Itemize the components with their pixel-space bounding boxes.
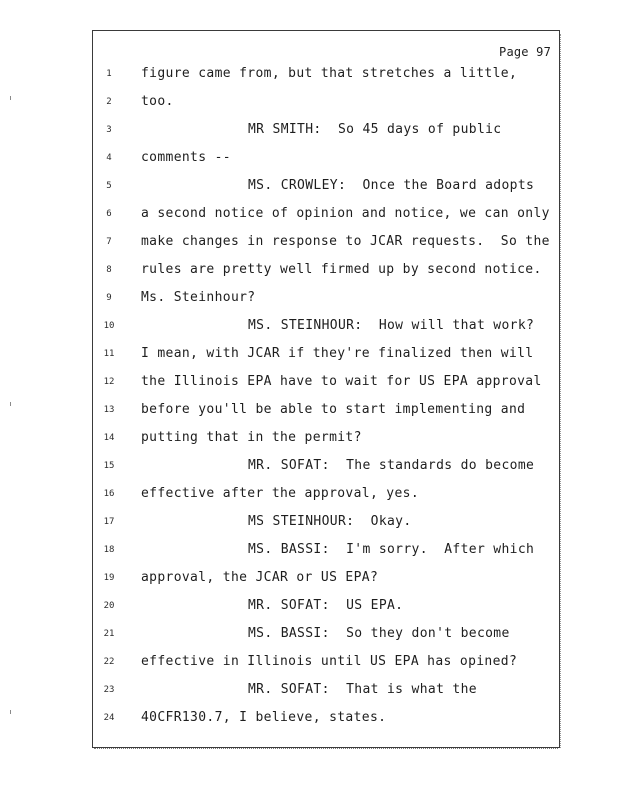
speaker-line-text: MS. BASSI: I'm sorry. After which xyxy=(248,542,535,557)
transcript-line xyxy=(93,598,559,618)
line-number: 6 xyxy=(106,209,112,219)
transcript-line xyxy=(93,66,559,86)
line-number: 24 xyxy=(103,713,115,723)
transcript-line xyxy=(93,542,559,562)
line-text: rules are pretty well firmed up by second notice. xyxy=(141,262,542,277)
line-text: effective after the approval, yes. xyxy=(141,486,420,501)
scan-mark xyxy=(10,96,11,100)
line-text: too. xyxy=(141,94,174,109)
line-text: effective in Illinois until US EPA has opined? xyxy=(141,654,518,669)
speaker-line-text: MS. CROWLEY: Once the Board adopts xyxy=(248,178,535,193)
speaker-line-text: MR SMITH: So 45 days of public xyxy=(248,122,502,137)
line-text: the Illinois EPA have to wait for US EPA approval xyxy=(141,374,542,389)
line-text: 40CFR130.7, I believe, states. xyxy=(141,710,387,725)
page-edge-right xyxy=(560,34,561,748)
speaker-line-text: MR. SOFAT: The standards do become xyxy=(248,458,535,473)
line-text: I mean, with JCAR if they're finalized then will xyxy=(141,346,534,361)
line-number: 12 xyxy=(103,377,115,387)
line-number: 22 xyxy=(103,657,115,667)
line-number: 13 xyxy=(103,405,115,415)
transcript-line xyxy=(93,710,559,730)
transcript-line xyxy=(93,570,559,590)
line-text: before you'll be able to start implementing and xyxy=(141,402,526,417)
line-text: approval, the JCAR or US EPA? xyxy=(141,570,379,585)
transcript-line xyxy=(93,178,559,198)
transcript-line xyxy=(93,290,559,310)
transcript-line xyxy=(93,262,559,282)
transcript-page xyxy=(92,30,560,748)
line-number: 21 xyxy=(103,629,115,639)
line-number: 3 xyxy=(106,125,112,135)
page-edge-bottom xyxy=(94,748,558,749)
line-number: 18 xyxy=(103,545,115,555)
line-text: a second notice of opinion and notice, we can only xyxy=(141,206,550,221)
line-number: 20 xyxy=(103,601,115,611)
scan-mark xyxy=(10,710,11,714)
transcript-line xyxy=(93,150,559,170)
line-text: putting that in the permit? xyxy=(141,430,362,445)
transcript-line xyxy=(93,458,559,478)
scan-mark xyxy=(10,402,11,406)
speaker-line-text: MR. SOFAT: US EPA. xyxy=(248,598,404,613)
transcript-line xyxy=(93,682,559,702)
line-number: 9 xyxy=(106,293,112,303)
transcript-line xyxy=(93,430,559,450)
line-number: 2 xyxy=(106,97,112,107)
line-number: 17 xyxy=(103,517,115,527)
line-number: 10 xyxy=(103,321,115,331)
line-text: figure came from, but that stretches a little, xyxy=(141,66,518,81)
line-number: 14 xyxy=(103,433,115,443)
line-number: 1 xyxy=(106,69,112,79)
transcript-line xyxy=(93,374,559,394)
line-number: 19 xyxy=(103,573,115,583)
transcript-line xyxy=(93,234,559,254)
transcript-line xyxy=(93,346,559,366)
transcript-line xyxy=(93,402,559,422)
line-number: 7 xyxy=(106,237,112,247)
line-number: 16 xyxy=(103,489,115,499)
transcript-line xyxy=(93,486,559,506)
transcript-line xyxy=(93,514,559,534)
line-number: 23 xyxy=(103,685,115,695)
line-number: 8 xyxy=(106,265,112,275)
transcript-line xyxy=(93,626,559,646)
transcript-line xyxy=(93,318,559,338)
transcript-line xyxy=(93,206,559,226)
page-number: Page 97 xyxy=(499,45,551,59)
line-text: make changes in response to JCAR requests. So the xyxy=(141,234,550,249)
line-number: 5 xyxy=(106,181,112,191)
speaker-line-text: MS. STEINHOUR: How will that work? xyxy=(248,318,535,333)
transcript-line xyxy=(93,122,559,142)
line-text: comments -- xyxy=(141,150,231,165)
transcript-line xyxy=(93,94,559,114)
line-number: 15 xyxy=(103,461,115,471)
line-number: 11 xyxy=(103,349,115,359)
line-number: 4 xyxy=(106,153,112,163)
line-text: Ms. Steinhour? xyxy=(141,290,256,305)
speaker-line-text: MS STEINHOUR: Okay. xyxy=(248,514,412,529)
speaker-line-text: MR. SOFAT: That is what the xyxy=(248,682,477,697)
transcript-line xyxy=(93,654,559,674)
speaker-line-text: MS. BASSI: So they don't become xyxy=(248,626,510,641)
